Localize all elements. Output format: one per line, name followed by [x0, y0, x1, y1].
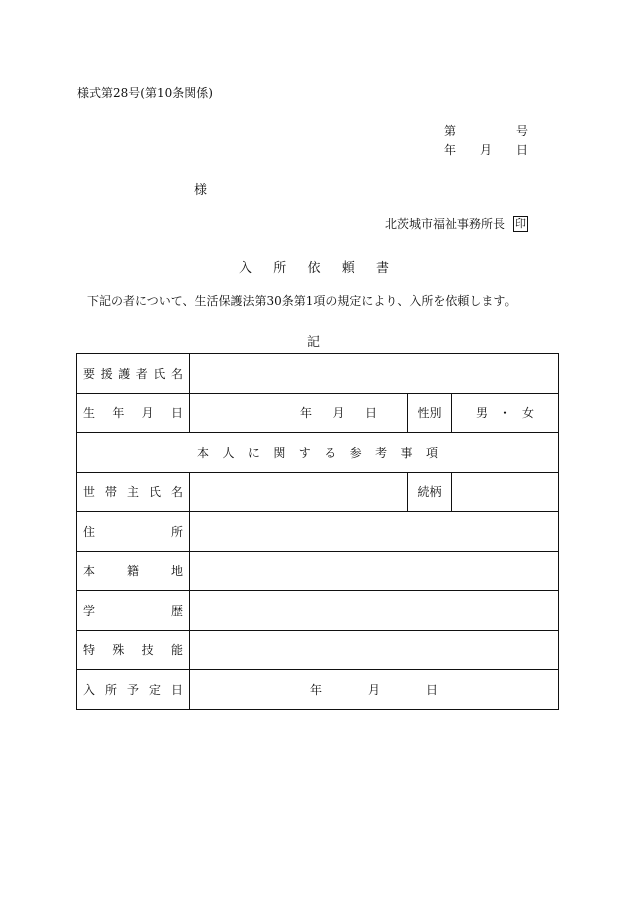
section-char: 参 [349, 445, 362, 460]
label-char: 入 [83, 682, 96, 697]
date-year: 年 [444, 143, 457, 157]
section-char: る [324, 445, 337, 460]
sex-option-female[interactable]: 女 [522, 406, 535, 421]
label-char: 所 [104, 682, 117, 697]
label-char: 予 [126, 682, 139, 697]
row-applicant-name [77, 354, 559, 394]
label-char: 定 [148, 682, 161, 697]
docno-prefix: 第 [444, 124, 457, 138]
label-char: 者 [135, 366, 148, 381]
label-char: 氏 [153, 366, 166, 381]
label-household-head [77, 472, 190, 512]
field-applicant-name[interactable] [190, 354, 559, 394]
sex-option-male[interactable]: 男 [476, 406, 489, 421]
label-address [77, 512, 190, 552]
section-char: 本 [197, 445, 210, 460]
title-char: 書 [375, 261, 389, 276]
label-char: 能 [170, 643, 183, 658]
body-text: 下記の者について、生活保護法第30条第1項の規定により、入所を依頼します。 [87, 294, 517, 308]
label-skills [77, 630, 190, 670]
label-char: 護 [118, 366, 131, 381]
document-title [239, 257, 389, 276]
title-char: 入 [239, 261, 253, 276]
label-char: 技 [141, 643, 154, 658]
date-char: 月 [368, 682, 381, 697]
date-char: 年 [300, 406, 313, 421]
section-char: 項 [425, 445, 438, 460]
section-char: 関 [273, 445, 286, 460]
label-char: 要 [83, 366, 96, 381]
seal-mark: 印 [515, 216, 526, 230]
form-id: 様式第28号(第10条関係) [77, 86, 213, 100]
section-char: 事 [400, 445, 413, 460]
sex-separator: ・ [499, 406, 512, 421]
field-birth-date[interactable] [190, 393, 408, 433]
field-household-head[interactable] [190, 472, 408, 512]
section-heading [77, 433, 559, 473]
ki-heading: 記 [307, 335, 321, 350]
date-month: 月 [479, 143, 492, 157]
field-skills[interactable] [190, 630, 559, 670]
field-domicile[interactable] [190, 551, 559, 591]
issue-date [444, 141, 528, 158]
row-address [77, 512, 559, 552]
issuer [385, 215, 528, 232]
field-admission-date[interactable] [190, 670, 559, 710]
label-char: 世 [83, 485, 96, 500]
row-domicile [77, 551, 559, 591]
label-domicile [77, 551, 190, 591]
label-char: 援 [100, 366, 113, 381]
section-char: す [298, 445, 311, 460]
label-relation: 続柄 [408, 472, 452, 512]
label-char: 名 [170, 366, 183, 381]
label-char: 特 [83, 643, 96, 658]
label-char: 日 [170, 406, 183, 421]
date-char: 日 [426, 682, 439, 697]
date-char: 日 [364, 406, 377, 421]
label-applicant-name [77, 354, 190, 394]
row-birth-date [77, 393, 559, 433]
label-char: 所 [170, 524, 183, 539]
label-char: 帯 [104, 485, 117, 500]
date-char: 年 [310, 682, 323, 697]
title-char: 依 [307, 261, 321, 276]
label-char: 氏 [148, 485, 161, 500]
field-relation[interactable] [452, 472, 559, 512]
label-char: 名 [170, 485, 183, 500]
label-char: 本 [83, 564, 96, 579]
label-admission-date [77, 670, 190, 710]
date-char: 月 [332, 406, 345, 421]
issuer-name: 北茨城市福祉事務所長 [384, 217, 505, 231]
section-char: 考 [375, 445, 388, 460]
docno-suffix: 号 [515, 124, 528, 138]
label-char: 生 [83, 406, 96, 421]
label-char: 月 [141, 406, 154, 421]
document-number [444, 122, 528, 139]
label-sex: 性別 [408, 393, 452, 433]
label-char: 地 [170, 564, 183, 579]
request-form-table [76, 353, 559, 710]
title-char: 所 [273, 261, 287, 276]
label-birth-date [77, 393, 190, 433]
addressee: 様 [194, 183, 208, 198]
field-address[interactable] [190, 512, 559, 552]
field-sex[interactable] [452, 393, 559, 433]
label-char: 日 [170, 682, 183, 697]
row-household-head [77, 472, 559, 512]
label-char: 学 [83, 603, 96, 618]
section-char: に [247, 445, 260, 460]
label-char: 殊 [112, 643, 125, 658]
row-education [77, 591, 559, 631]
row-section-heading [77, 433, 559, 473]
label-char: 歴 [170, 603, 183, 618]
label-char: 主 [126, 485, 139, 500]
label-char: 年 [112, 406, 125, 421]
field-education[interactable] [190, 591, 559, 631]
title-char: 頼 [341, 261, 355, 276]
date-day: 日 [515, 143, 528, 157]
label-char: 籍 [126, 564, 139, 579]
label-char: 住 [83, 524, 96, 539]
row-skills [77, 630, 559, 670]
label-education [77, 591, 190, 631]
row-admission-date [77, 670, 559, 710]
section-char: 人 [222, 445, 235, 460]
